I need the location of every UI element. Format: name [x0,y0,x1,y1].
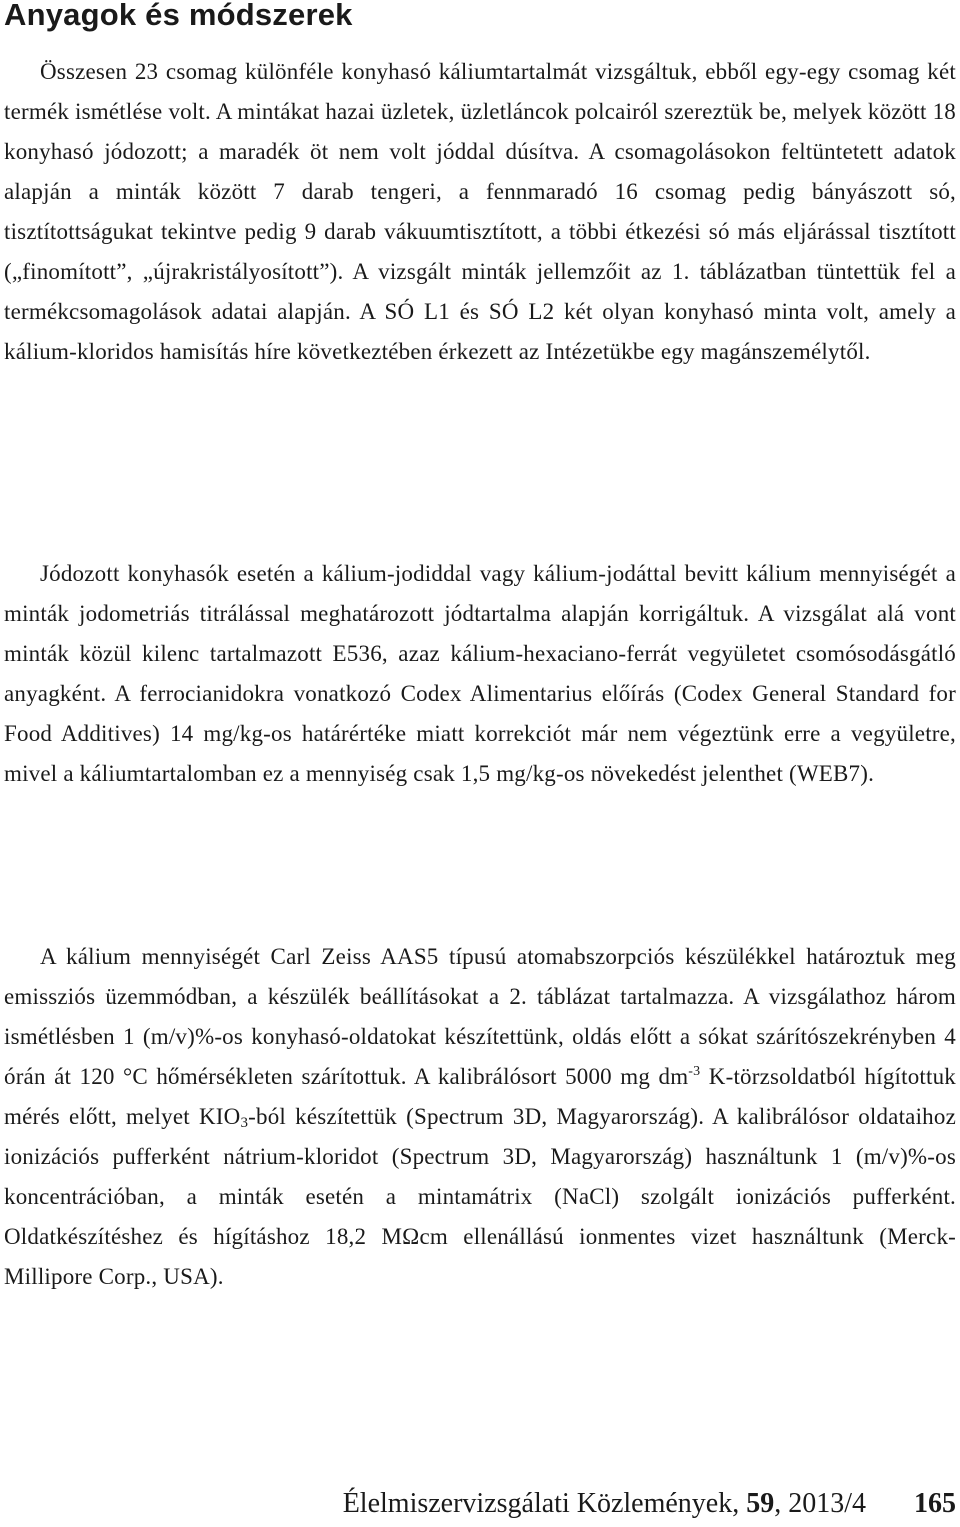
paragraph-samples: Összesen 23 csomag különféle konyhasó káliumtartalmát vizsgáltuk, ebből egy-egy csomag két termék ismétlése volt. A mintákat hazai üzletek, üzletláncok polcairól szereztük be, melyek között 18 konyhasó jódozott; a maradék öt nem volt jóddal dúsítva. A csomagolásokon feltüntetett adatok alapján a minták között 7 darab tengeri, a fennmaradó 16 csomag pedig bányászott só, tisztítottságukat tekintve pedig 9 darab vákuumtisztított, a többi étkezési só más eljárással tisztított („finomított”, „újrakristályosított”). A vizsgált minták jellemzőit az 1. táblázatban tüntettük fel a termékcsomagolások adatai alapján. A SÓ L1 és SÓ L2 két olyan konyhasó minta volt, amely a kálium-kloridos hamisítás híre következtében érkezett az Intézetükbe egy magánszemélytől. [4,59,956,364]
page-number: 165 [914,1488,956,1519]
journal-issue: , 2013/4 [774,1488,866,1519]
paragraph-measurement-method [4,937,956,1297]
journal-volume: 59 [746,1488,775,1519]
journal-citation [343,1484,866,1524]
paragraph-text: -ból készítettük (Spectrum 3D, Magyarország). A kalibrálósor oldataihoz ionizációs pufferként nátrium-kloridot (Spectrum 3D, Magyarország) használtunk 1 (m/v)%-os koncentrációban, a minták esetén a mintamátrix (NaCl) szolgált ionizációs pufferként. Oldatkészítéshez és hígításhoz 18,2 MΩcm ellenállású ionmentes vizet használtunk (Merck-Millipore Corp., USA). [4,1104,956,1289]
subscript-index: 3 [240,1115,249,1131]
page-footer [0,1484,956,1524]
section-title: Anyagok és módszerek [4,0,353,32]
superscript-exponent: -3 [688,1064,701,1079]
paragraph-iodized-correction: Jódozott konyhasók esetén a kálium-jodiddal vagy kálium-jodáttal bevitt kálium mennyiségét a minták jodometriás titrálással meghatározott jódtartalma alapján korrigáltuk. A vizsgálat alá vont minták közül kilenc tartalmazott E536, azaz kálium-hexaciano-ferrát vegyületet csomósodásgátló anyagként. A ferrocianidokra vonatkozó Codex Alimentarius előírás (Codex General Standard for Food Additives) 14 mg/kg-os határértéke miatt korrekciót már nem végeztünk erre a vegyületre, mivel a káliumtartalomban ez a mennyiség csak 1,5 mg/kg-os növekedést jelenthet (WEB7). [4,561,956,786]
journal-name: Élelmiszervizsgálati Közlemények, [342,1488,747,1519]
paragraph-text: A kálium mennyiségét Carl Zeiss AAS5 típusú atomabszorpciós készülékkel határoztuk meg emissziós üzemmódban, a készülék beállításokat a 2. táblázat tartalmazza. A vizsgálathoz három ismétlésben 1 (m/v)%-os konyhasó-oldatokat készítettünk, oldás előtt a sókat szárítószekrényben 4 órán át 120 °C hőmérsékleten szárítottuk. A kalibrálósort 5000 mg dm [4,944,956,1089]
paragraph-text: K-törzsoldatból hígítottuk mérés előtt, melyet KIO [4,1064,956,1129]
